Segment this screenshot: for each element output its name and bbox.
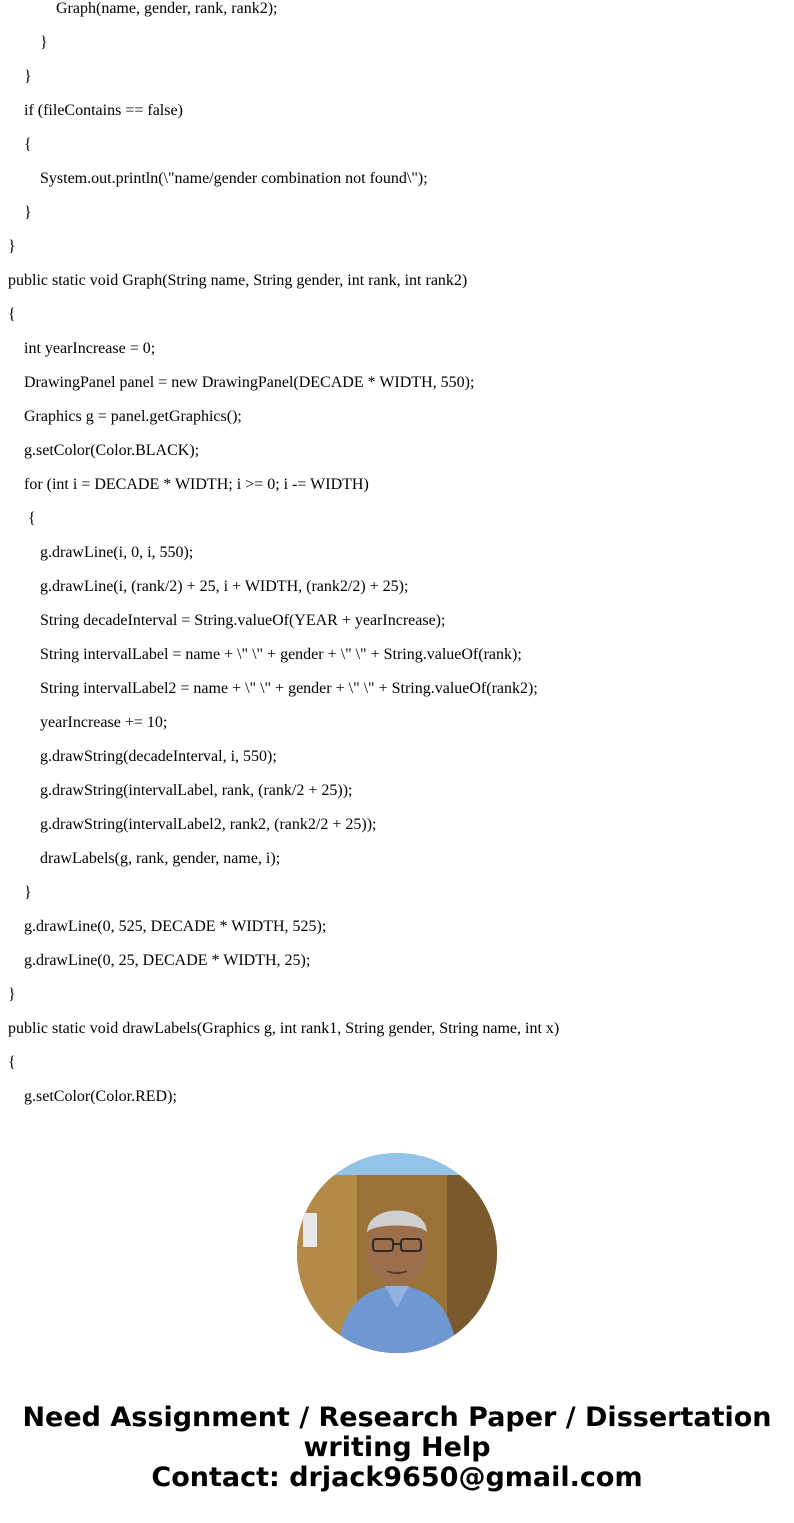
code-line: drawLabels(g, rank, gender, name, i);	[8, 850, 281, 867]
code-line: }	[8, 986, 16, 1003]
code-line: }	[8, 34, 48, 51]
code-line: {	[8, 510, 36, 527]
code-line: String decadeInterval = String.valueOf(YEAR + yearIncrease);	[8, 612, 446, 629]
code-line: int yearIncrease = 0;	[8, 340, 156, 357]
author-avatar	[297, 1153, 497, 1353]
code-listing	[8, 0, 788, 1114]
code-line: }	[8, 238, 16, 255]
code-line: {	[8, 136, 32, 153]
code-line: for (int i = DECADE * WIDTH; i >= 0; i -= WIDTH)	[8, 476, 369, 493]
author-photo	[297, 1153, 497, 1353]
promo-line-3: Contact: drjack9650@gmail.com	[151, 1462, 643, 1493]
code-line: yearIncrease += 10;	[8, 714, 168, 731]
promo-footer	[0, 1153, 794, 1493]
code-line: public static void drawLabels(Graphics g, int rank1, String gender, String name, int x)	[8, 1020, 560, 1037]
code-line: g.drawString(intervalLabel, rank, (rank/2 + 25));	[8, 782, 353, 799]
code-line: g.drawString(decadeInterval, i, 550);	[8, 748, 277, 765]
code-line: {	[8, 1054, 16, 1071]
code-line: String intervalLabel = name + \" \" + gender + \" \" + String.valueOf(rank);	[8, 646, 522, 663]
promo-line-1: Need Assignment / Research Paper / Dissertation	[22, 1402, 772, 1433]
code-line: g.drawLine(0, 25, DECADE * WIDTH, 25);	[8, 952, 311, 969]
code-line: g.drawString(intervalLabel2, rank2, (rank2/2 + 25));	[8, 816, 377, 833]
code-line: System.out.println(\"name/gender combination not found\");	[8, 170, 428, 187]
code-line: g.setColor(Color.BLACK);	[8, 442, 200, 459]
code-line: DrawingPanel panel = new DrawingPanel(DECADE * WIDTH, 550);	[8, 374, 475, 391]
promo-text	[0, 1403, 794, 1493]
code-line: g.drawLine(i, 0, i, 550);	[8, 544, 194, 561]
code-line: public static void Graph(String name, String gender, int rank, int rank2)	[8, 272, 468, 289]
code-line: Graph(name, gender, rank, rank2);	[8, 0, 278, 17]
code-line: }	[8, 68, 32, 85]
code-line: Graphics g = panel.getGraphics();	[8, 408, 242, 425]
code-line: g.drawLine(i, (rank/2) + 25, i + WIDTH, (rank2/2) + 25);	[8, 578, 409, 595]
code-line: String intervalLabel2 = name + \" \" + gender + \" \" + String.valueOf(rank2);	[8, 680, 538, 697]
code-line: {	[8, 306, 16, 323]
code-line: }	[8, 204, 32, 221]
code-line: }	[8, 884, 32, 901]
promo-line-2: writing Help	[303, 1432, 491, 1463]
code-line: g.drawLine(0, 525, DECADE * WIDTH, 525);	[8, 918, 327, 935]
code-line: if (fileContains == false)	[8, 102, 183, 119]
code-line: g.setColor(Color.RED);	[8, 1088, 177, 1105]
